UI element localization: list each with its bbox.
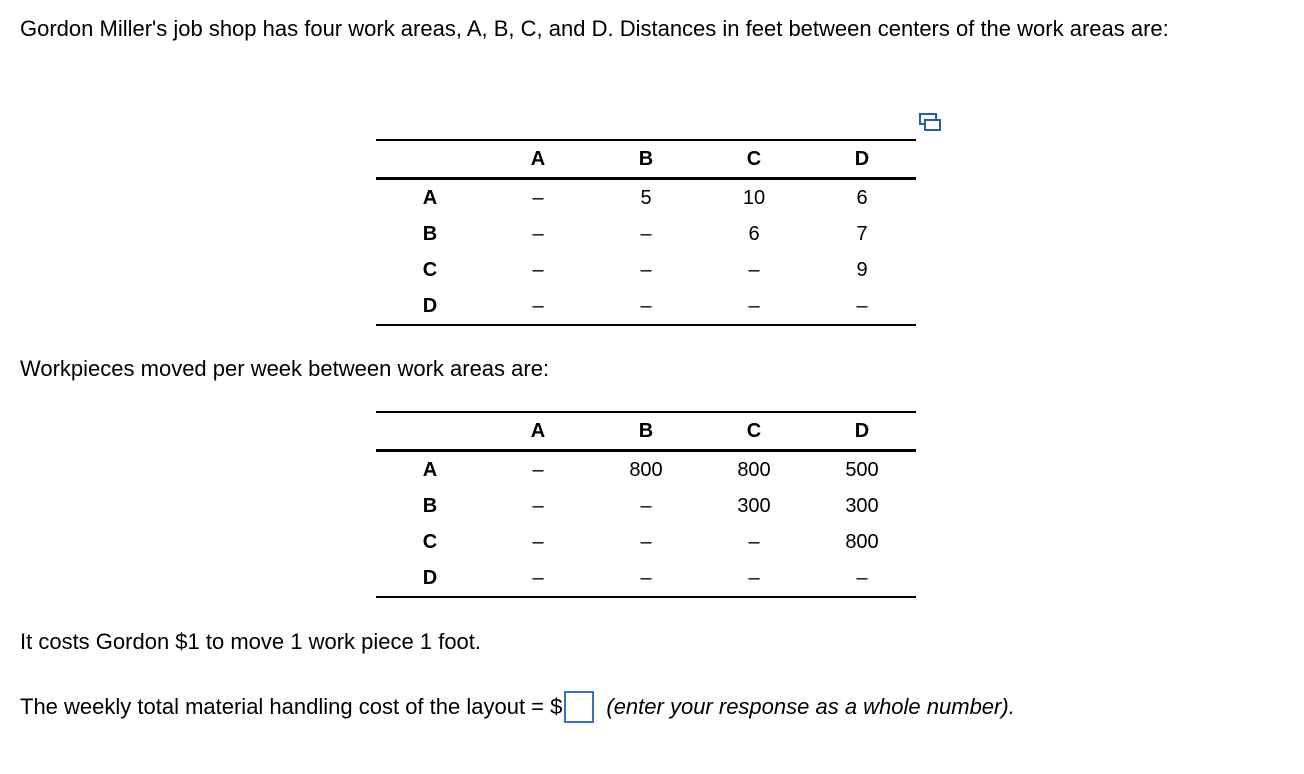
row-header: A: [422, 186, 438, 209]
table-row: [376, 252, 916, 288]
column-header: A: [530, 419, 546, 442]
table-row: [376, 524, 916, 560]
table-cell: –: [532, 530, 544, 553]
table-row: [376, 179, 916, 217]
row-header: C: [422, 258, 438, 281]
table-cell: –: [640, 222, 652, 245]
row-header: B: [422, 222, 438, 245]
table-cell: –: [532, 458, 544, 481]
answer-input[interactable]: [564, 691, 594, 723]
table-cell: 800: [737, 458, 771, 481]
table-cell: 6: [748, 222, 760, 245]
table-cell: 10: [742, 186, 766, 209]
table-row: [376, 560, 916, 597]
table-cell: 800: [845, 530, 879, 553]
row-header: C: [422, 530, 438, 553]
row-header: D: [422, 566, 438, 589]
row-header: A: [422, 458, 438, 481]
table-cell: –: [640, 530, 652, 553]
table-cell: 500: [845, 458, 879, 481]
table-cell: –: [532, 294, 544, 317]
table-cell: –: [640, 294, 652, 317]
table-row: [376, 216, 916, 252]
problem-intro: Gordon Miller's job shop has four work areas, A, B, C, and D. Distances in feet between centers of the work areas are:: [20, 16, 1169, 41]
corner-cell: [376, 412, 484, 451]
row-header: B: [422, 494, 438, 517]
answer-prompt: The weekly total material handling cost of the layout = $: [20, 694, 563, 719]
column-header: C: [746, 147, 762, 170]
column-header: D: [854, 419, 870, 442]
answer-line: [20, 691, 1015, 723]
table-cell: –: [640, 494, 652, 517]
table-cell: 6: [856, 186, 868, 209]
distance-table-header: [376, 140, 916, 179]
answer-hint: (enter your response as a whole number).: [606, 694, 1015, 719]
workpieces-table-header: [376, 412, 916, 451]
column-header: A: [530, 147, 546, 170]
table-cell: 5: [640, 186, 652, 209]
table-cell: 7: [856, 222, 868, 245]
column-header: C: [746, 419, 762, 442]
table-row: [376, 288, 916, 325]
column-header: B: [638, 147, 654, 170]
table-cell: –: [532, 494, 544, 517]
table-row: [376, 488, 916, 524]
cost-note: It costs Gordon $1 to move 1 work piece 1 foot.: [20, 629, 482, 654]
column-header: B: [638, 419, 654, 442]
table-cell: –: [748, 294, 760, 317]
table-cell: –: [532, 258, 544, 281]
table-cell: –: [532, 222, 544, 245]
table-cell: –: [856, 294, 868, 317]
copy-table-icon[interactable]: [918, 112, 942, 132]
table-cell: 9: [856, 258, 868, 281]
table-row: [376, 451, 916, 489]
table-cell: –: [640, 258, 652, 281]
table-cell: 300: [845, 494, 879, 517]
table-cell: –: [748, 258, 760, 281]
table-cell: –: [856, 566, 868, 589]
table-cell: –: [640, 566, 652, 589]
workpieces-label: Workpieces moved per week between work areas are:: [20, 356, 550, 381]
table-cell: –: [748, 566, 760, 589]
table-cell: –: [532, 566, 544, 589]
row-header: D: [422, 294, 438, 317]
column-header: D: [854, 147, 870, 170]
table-cell: –: [748, 530, 760, 553]
workpieces-table: [376, 411, 916, 598]
distance-table: [376, 139, 916, 326]
table-cell: 800: [629, 458, 663, 481]
table-cell: 300: [737, 494, 771, 517]
corner-cell: [376, 140, 484, 179]
table-cell: –: [532, 186, 544, 209]
